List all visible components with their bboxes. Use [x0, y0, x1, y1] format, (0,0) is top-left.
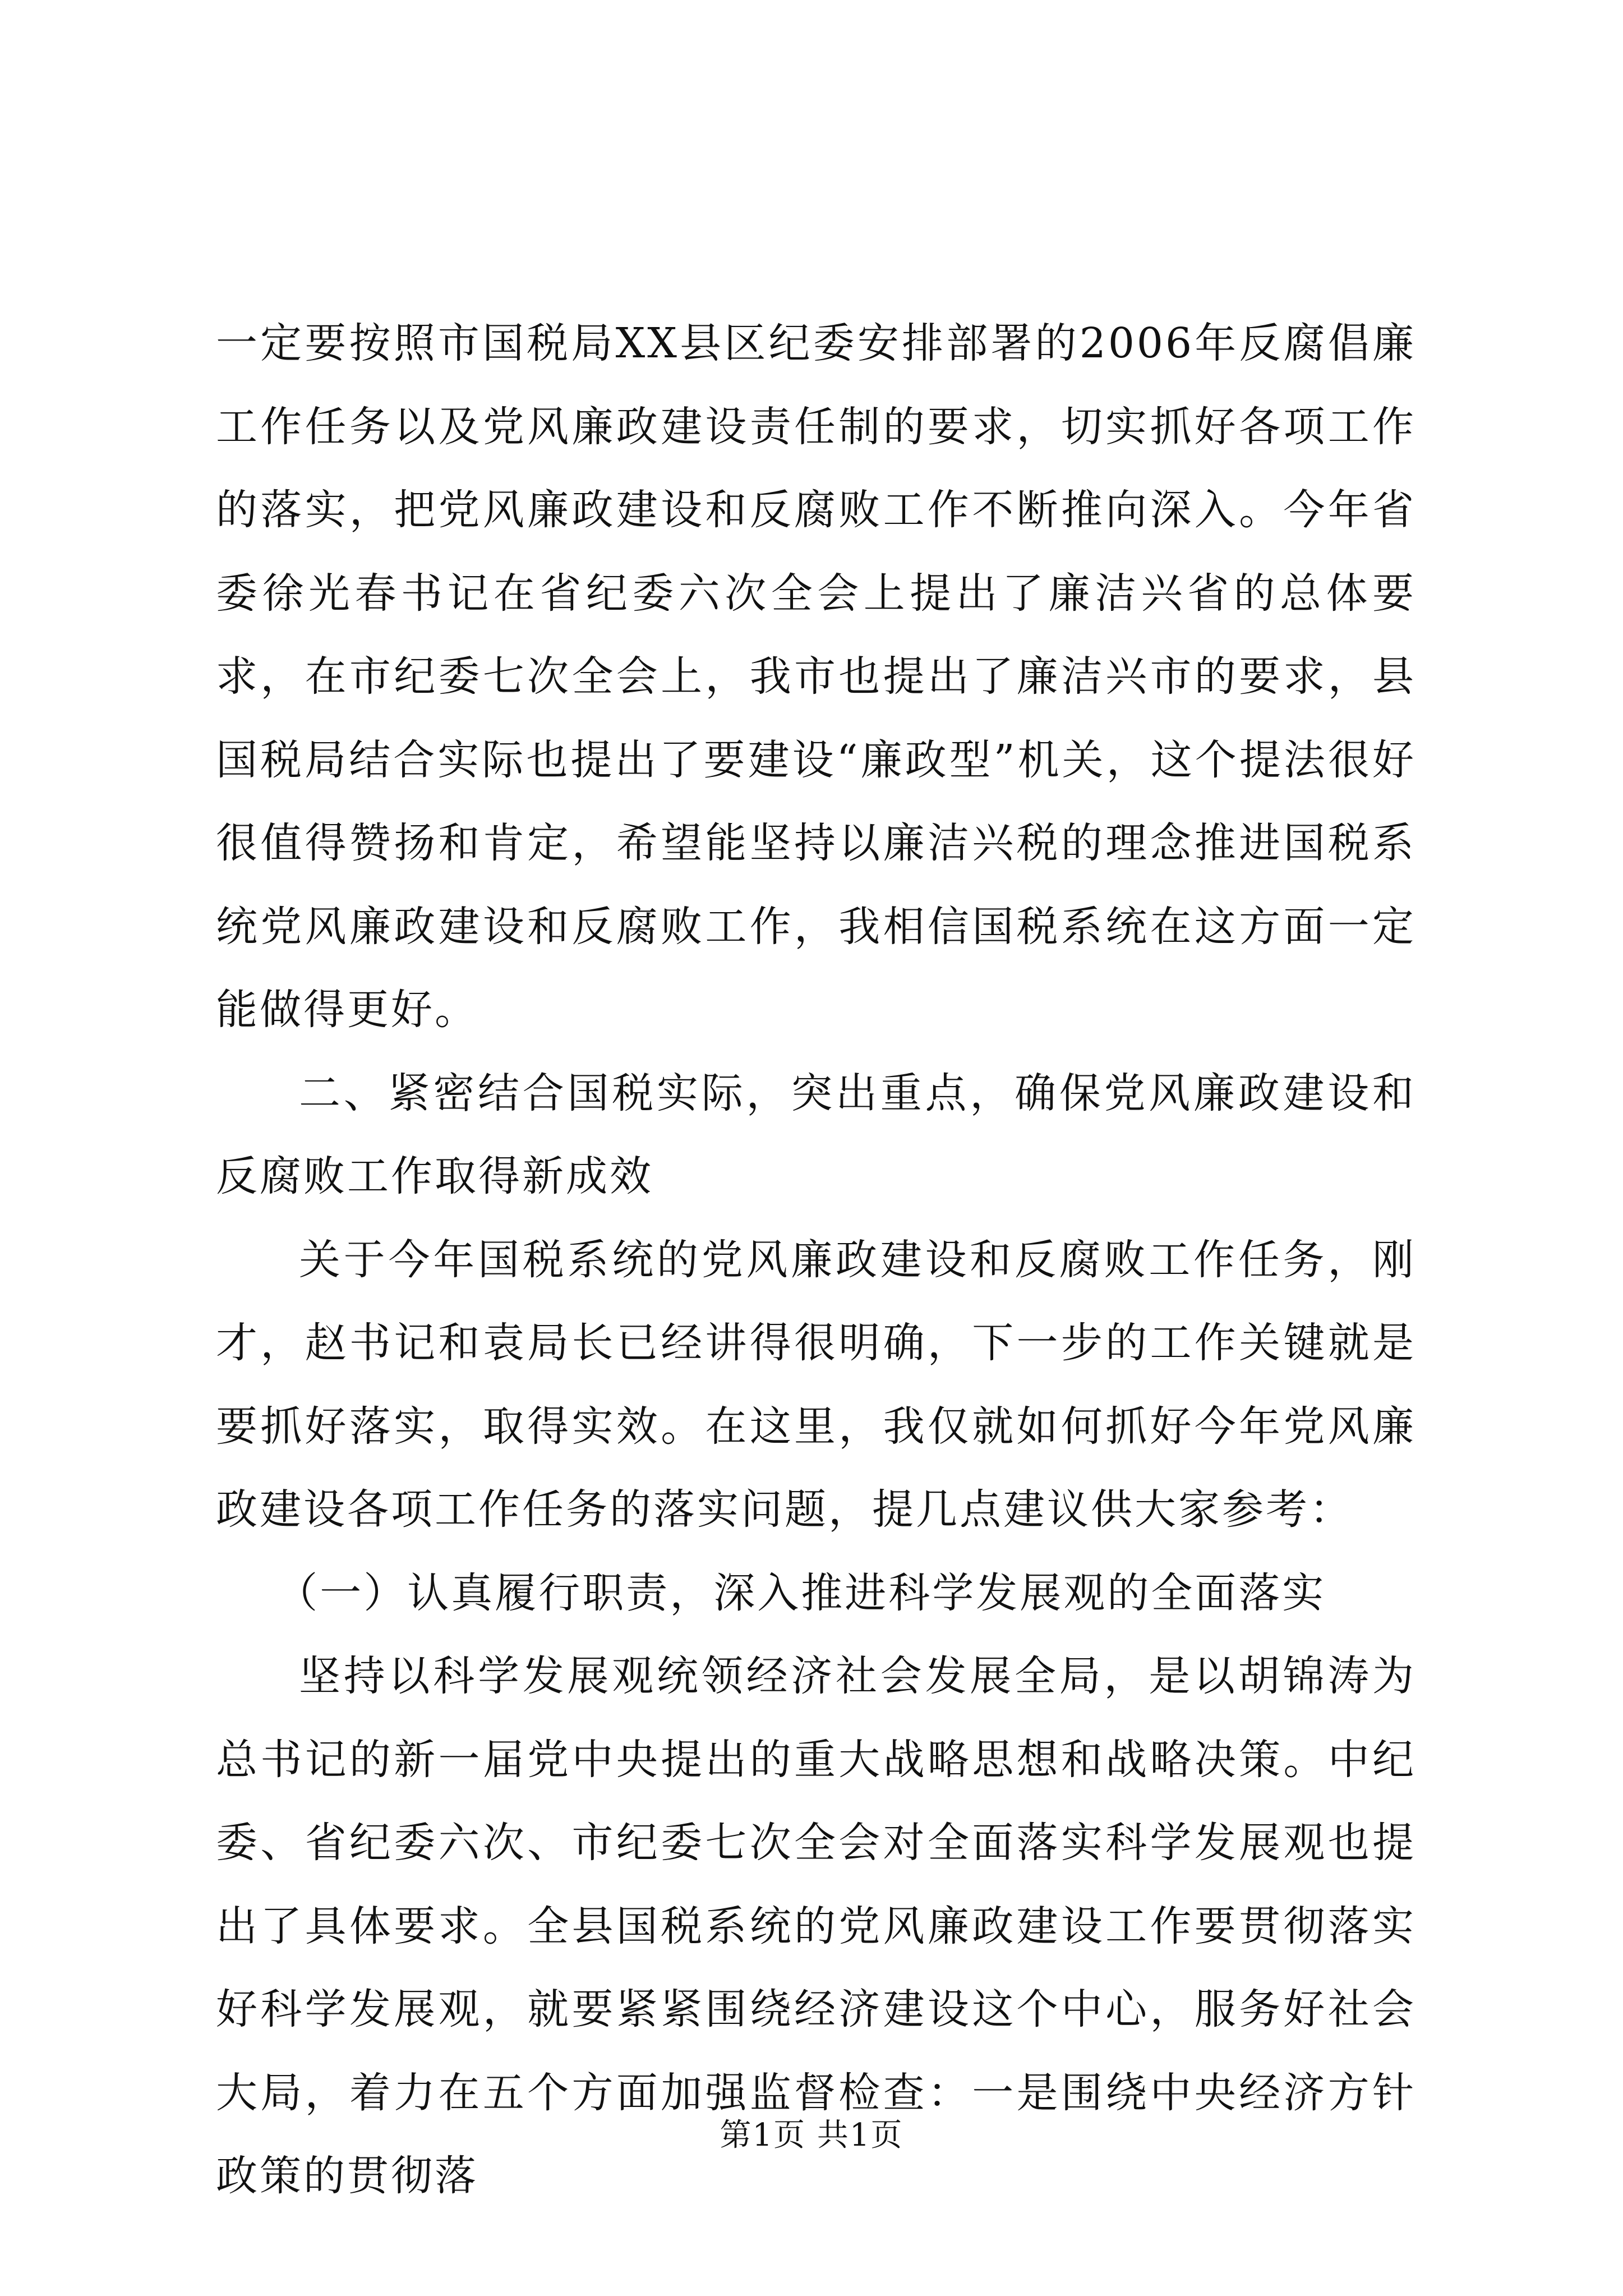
page-footer: 第1页 共1页 — [720, 2117, 903, 2154]
sub-heading-one: （一）认真履行职责，深入推进科学发展观的全面落实 — [276, 1568, 1326, 1617]
paragraph-scientific-development: 坚持以科学发展观统领经济社会发展全局，是以胡锦涛为总书记的新一届党中央提出的重大战略思想和战略决策。中纪委、省纪委六次、市纪委七次全会对全面落实科学发展观也提出了具体要求。全县国税系统的党风廉政建设工作要贯彻落实好科学发展观，就要紧紧围绕经济建设这个中心，服务好社会大局，着力在五个方面加强监督检查：一是围绕中央经济方针政策的贯彻落 — [216, 1652, 1416, 2200]
document-body — [216, 302, 1416, 2218]
section-heading-two: 二、紧密结合国税实际，突出重点，确保党风廉政建设和反腐败工作取得新成效 — [216, 1069, 1416, 1200]
paragraph-tasks: 关于今年国税系统的党风廉政建设和反腐败工作任务，刚才，赵书记和袁局长已经讲得很明确，下一步的工作关键就是要抓好落实，取得实效。在这里，我仅就如何抓好今年党风廉政建设各项工作任务的落实问题，提几点建议供大家参考： — [216, 1235, 1416, 1534]
paragraph-continuation: 一定要按照市国税局XX县区纪委安排部署的2006年反腐倡廉工作任务以及党风廉政建设责任制的要求，切实抓好各项工作的落实，把党风廉政建设和反腐败工作不断推向深入。今年省委徐光春书记在省纪委六次全会上提出了廉洁兴省的总体要求，在市纪委七次全会上，我市也提出了廉洁兴市的要求，县国税局结合实际也提出了要建设“廉政型”机关，这个提法很好很值得赞扬和肯定，希望能坚持以廉洁兴税的理念推进国税系统党风廉政建设和反腐败工作，我相信国税系统在这方面一定能做得更好。 — [216, 319, 1416, 1034]
